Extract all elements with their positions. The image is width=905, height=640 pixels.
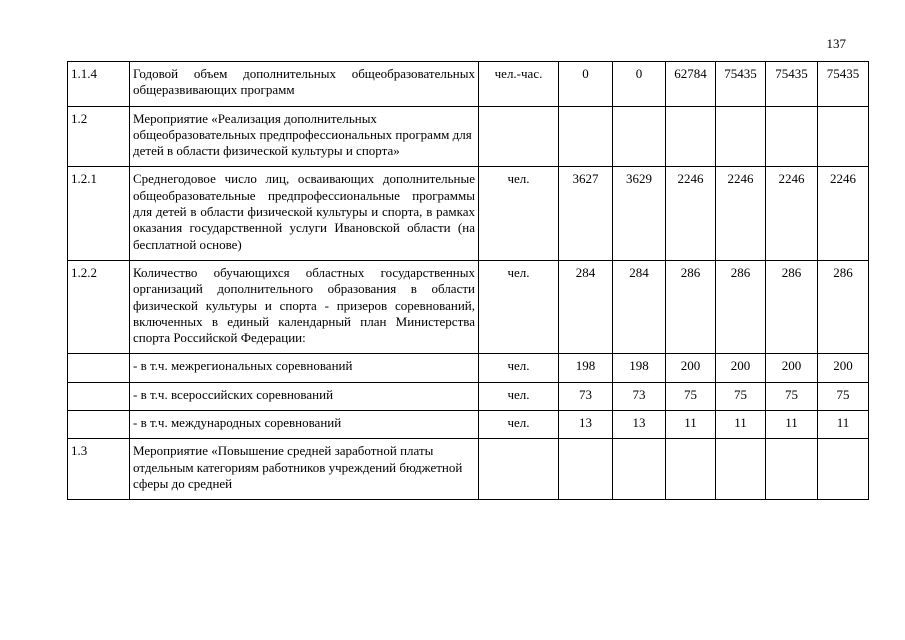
row-unit: чел.: [479, 382, 559, 410]
row-code: [68, 382, 130, 410]
row-value: 286: [716, 260, 766, 353]
row-value: 11: [666, 411, 716, 439]
row-value: 284: [613, 260, 666, 353]
table-row-interregional: [68, 354, 869, 382]
row-value: 75: [766, 382, 818, 410]
row-unit: [479, 439, 559, 500]
row-code: 1.2: [68, 106, 130, 167]
row-name: - в т.ч. международных соревнований: [130, 411, 479, 439]
row-value: 73: [613, 382, 666, 410]
row-unit: чел.: [479, 354, 559, 382]
row-value: 2246: [666, 167, 716, 260]
row-name: - в т.ч. межрегиональных соревнований: [130, 354, 479, 382]
row-value: 0: [613, 62, 666, 107]
row-value: 284: [559, 260, 613, 353]
row-value: [716, 439, 766, 500]
table-row-1-3: [68, 439, 869, 500]
row-value: 2246: [716, 167, 766, 260]
page-number: 137: [826, 36, 846, 51]
row-value: 198: [559, 354, 613, 382]
row-value: [766, 439, 818, 500]
row-value: 11: [716, 411, 766, 439]
row-value: 75: [716, 382, 766, 410]
row-value: 200: [666, 354, 716, 382]
row-value: 11: [818, 411, 869, 439]
row-value: 2246: [818, 167, 869, 260]
row-value: [666, 439, 716, 500]
row-value: 286: [766, 260, 818, 353]
row-value: 13: [559, 411, 613, 439]
row-code: 1.2.1: [68, 167, 130, 260]
row-value: 198: [613, 354, 666, 382]
row-value: [818, 439, 869, 500]
row-value: 200: [818, 354, 869, 382]
row-value: [716, 106, 766, 167]
row-name: Мероприятие «Реализация дополнительных общеобразовательных предпрофессиональных программ для детей в области физической культуры и спорта»: [130, 106, 479, 167]
row-value: 75: [666, 382, 716, 410]
row-code: [68, 411, 130, 439]
row-name: Мероприятие «Повышение средней заработной платы отдельным категориям работников учреждений бюджетной сферы до средней: [130, 439, 479, 500]
table-row-all-russian: [68, 382, 869, 410]
row-value: 73: [559, 382, 613, 410]
indicators-table: [67, 61, 869, 500]
row-value: 3627: [559, 167, 613, 260]
table-row-international: [68, 411, 869, 439]
row-name: Среднегодовое число лиц, осваивающих дополнительные общеобразовательные предпрофессиональные программы для детей в области физической культуры и спорта, в рамках оказания государственной услуги Ивановской области (на бесплатной основе): [130, 167, 479, 260]
row-value: 200: [766, 354, 818, 382]
row-value: [818, 106, 869, 167]
row-value: 75435: [716, 62, 766, 107]
row-name: Годовой объем дополнительных общеобразовательных общеразвивающих программ: [130, 62, 479, 107]
row-value: 286: [666, 260, 716, 353]
row-unit: чел.: [479, 167, 559, 260]
row-value: [559, 439, 613, 500]
row-code: 1.1.4: [68, 62, 130, 107]
row-value: 0: [559, 62, 613, 107]
row-value: [666, 106, 716, 167]
row-value: [766, 106, 818, 167]
row-unit: чел.-час.: [479, 62, 559, 107]
row-value: 3629: [613, 167, 666, 260]
row-value: 286: [818, 260, 869, 353]
row-value: 200: [716, 354, 766, 382]
row-code: 1.2.2: [68, 260, 130, 353]
row-name: Количество обучающихся областных государственных организаций дополнительного образования в области физической культуры и спорта - призеров соревнований, включенных в единый календарный план Министерства спорта Российской Федерации:: [130, 260, 479, 353]
row-unit: чел.: [479, 411, 559, 439]
row-value: 75435: [818, 62, 869, 107]
row-value: [559, 106, 613, 167]
row-value: 62784: [666, 62, 716, 107]
row-value: [613, 439, 666, 500]
row-name: - в т.ч. всероссийских соревнований: [130, 382, 479, 410]
row-code: [68, 354, 130, 382]
row-code: 1.3: [68, 439, 130, 500]
row-value: 75: [818, 382, 869, 410]
row-unit: [479, 106, 559, 167]
table-row-1-1-4: [68, 62, 869, 107]
row-value: 11: [766, 411, 818, 439]
row-value: 13: [613, 411, 666, 439]
table-row-1-2-1: [68, 167, 869, 260]
table-row-1-2-2: [68, 260, 869, 353]
row-value: 75435: [766, 62, 818, 107]
row-value: [613, 106, 666, 167]
table-row-1-2: [68, 106, 869, 167]
row-unit: чел.: [479, 260, 559, 353]
row-value: 2246: [766, 167, 818, 260]
